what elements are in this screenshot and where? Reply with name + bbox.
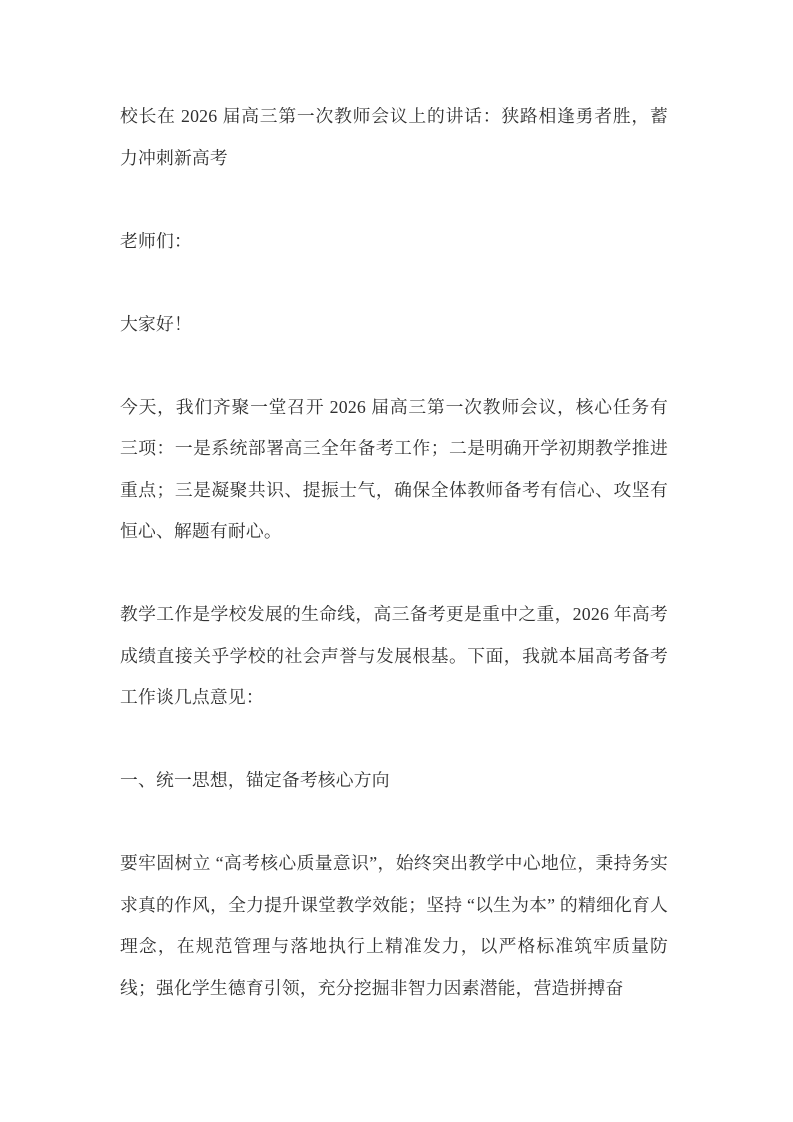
section-heading-1: 一、统一思想，锚定备考核心方向: [120, 770, 390, 790]
paragraph-quality-awareness: 要牢固树立 “高考核心质量意识”，始终突出教学中心地位，秉持务实求真的作风，全力提升课堂教学效能；坚持 “以生为本” 的精细化育人理念，在规范管理与落地执行上精准发力，以严格标准筑牢质量防线；强化学生德育引领，充分挖掘非智力因素潜能，营造拼搏奋: [120, 853, 668, 998]
paragraph-teaching-lifeline: 教学工作是学校发展的生命线，高三备考更是重中之重，2026 年高考成绩直接关乎学校的社会声誉与发展根基。下面，我就本届高考备考工作谈几点意见：: [120, 604, 668, 707]
document-content: [120, 96, 668, 1009]
doc-title: 校长在 2026 届高三第一次教师会议上的讲话：狭路相逢勇者胜，蓄力冲刺新高考: [120, 106, 668, 168]
salutation-line: 老师们：: [120, 230, 192, 251]
paragraph-meeting-tasks: 今天，我们齐聚一堂召开 2026 届高三第一次教师会议，核心任务有三项：一是系统部署高三全年备考工作；二是明确开学初期教学推进重点；三是凝聚共识、提振士气，确保全体教师备考有信心、攻坚有恒心、解题有耐心。: [120, 396, 668, 541]
greeting-line: 大家好！: [120, 313, 192, 334]
